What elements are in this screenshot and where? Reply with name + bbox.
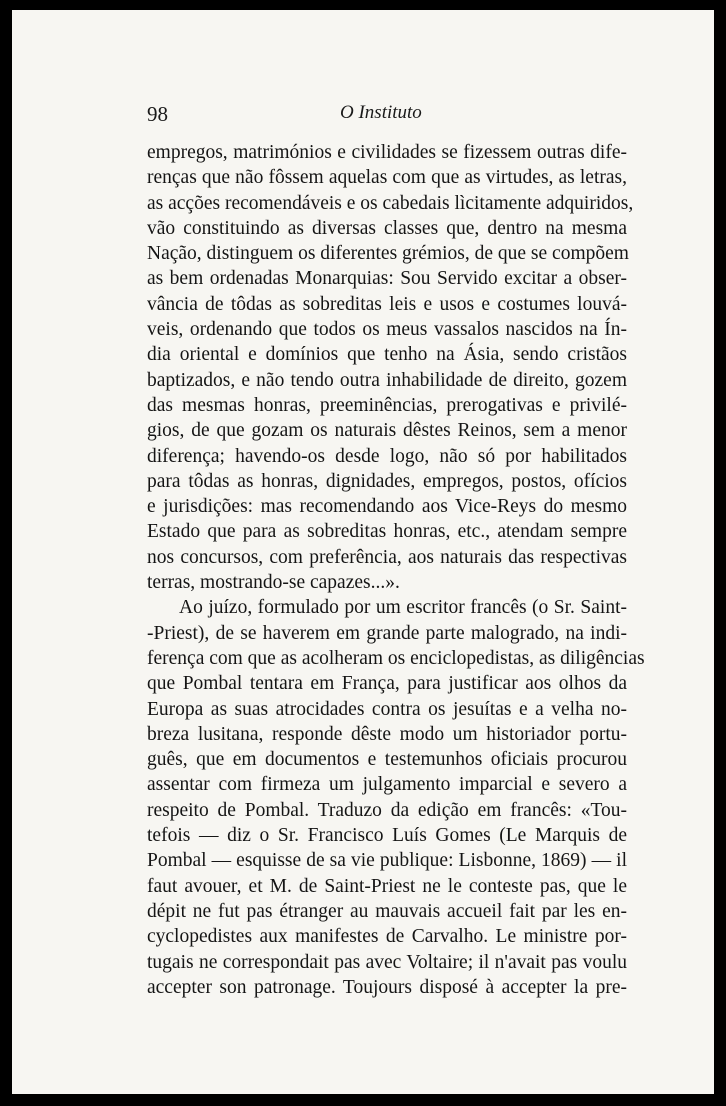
text-line: para tôdas as honras, dignidades, empregos, postos, ofícios xyxy=(147,470,627,492)
page-number: 98 xyxy=(147,102,168,126)
text-line: tefois — diz o Sr. Francisco Luís Gomes (Le Marquis de xyxy=(147,825,627,847)
text-line: vância de tôdas as sobreditas leis e usos e costumes louvá- xyxy=(147,293,627,315)
text-line: nos concursos, com preferência, aos naturais das respectivas xyxy=(147,546,627,568)
page-header xyxy=(147,94,617,128)
text-line: faut avouer, et M. de Saint-Priest ne le conteste pas, que le xyxy=(147,875,627,897)
text-line: empregos, matrimónios e civilidades se fizessem outras dife- xyxy=(147,142,627,163)
text-line: Estado que para as sobreditas honras, etc., atendam sempre xyxy=(147,521,627,543)
text-line: diferença; havendo-os desde logo, não só por habilitados xyxy=(147,445,627,467)
text-line: as bem ordenadas Monarquias: Sou Servido excitar a obser- xyxy=(147,268,627,290)
text-line: que Pombal tentara em França, para justificar aos olhos da xyxy=(147,673,627,695)
text-line: cyclopedistes aux manifestes de Carvalho. Le ministre por- xyxy=(147,926,627,948)
text-line: baptizados, e não tendo outra inhabilidade de direito, gozem xyxy=(147,369,627,391)
text-line: guês, que em documentos e testemunhos oficiais procurou xyxy=(147,749,627,771)
text-line: accepter son patronage. Toujours disposé à accepter la pre- xyxy=(147,976,627,998)
text-line: e jurisdições: mas recomendando aos Vice-Reys do mesmo xyxy=(147,496,627,518)
text-line: renças que não fôssem aquelas com que as virtudes, as letras, xyxy=(147,167,627,189)
book-page xyxy=(12,10,714,1094)
body-text xyxy=(147,140,645,1000)
text-line: dia oriental e domínios que tenho na Ásia, sendo cristãos xyxy=(147,344,627,366)
text-line: das mesmas honras, preeminências, prerogativas e privilé- xyxy=(147,394,627,416)
text-line: as acções recomendáveis e os cabedais lìcitamente adquiridos, xyxy=(147,192,634,214)
text-line: breza lusitana, responde dêste modo um historiador portu- xyxy=(147,723,627,745)
text-line: ferença com que as acolheram os enciclopedistas, as diligências xyxy=(147,647,645,669)
text-line: terras, mostrando-se capazes...». xyxy=(147,572,400,594)
text-line: assentar com firmeza um julgamento imparcial e severo a xyxy=(147,774,627,796)
text-line: Nação, distinguem os diferentes grémios, de que se compõem xyxy=(147,243,629,265)
text-line: dépit ne fut pas étranger au mauvais accueil fait par les en- xyxy=(147,900,627,922)
text-line: veis, ordenando que todos os meus vassalos nascidos na Ín- xyxy=(147,319,627,341)
text-line: respeito de Pombal. Traduzo da edição em francês: «Tou- xyxy=(147,799,627,821)
text-line: gios, de que gozam os naturais dêstes Reinos, sem a menor xyxy=(147,420,627,442)
text-line: vão constituindo as diversas classes que, dentro na mesma xyxy=(147,217,627,239)
text-line: Pombal — esquisse de sa vie publique: Lisbonne, 1869) — il xyxy=(147,850,627,872)
text-line: tugais ne correspondait pas avec Voltaire; il n'avait pas voulu xyxy=(147,951,627,973)
text-line: Europa as suas atrocidades contra os jesuítas e a velha no- xyxy=(147,698,627,720)
text-line: -Priest), de se haverem em grande parte malogrado, na indi- xyxy=(147,622,627,644)
text-line: Ao juízo, formulado por um escritor francês (o Sr. Saint- xyxy=(179,597,627,619)
running-title: O Instituto xyxy=(340,102,422,123)
